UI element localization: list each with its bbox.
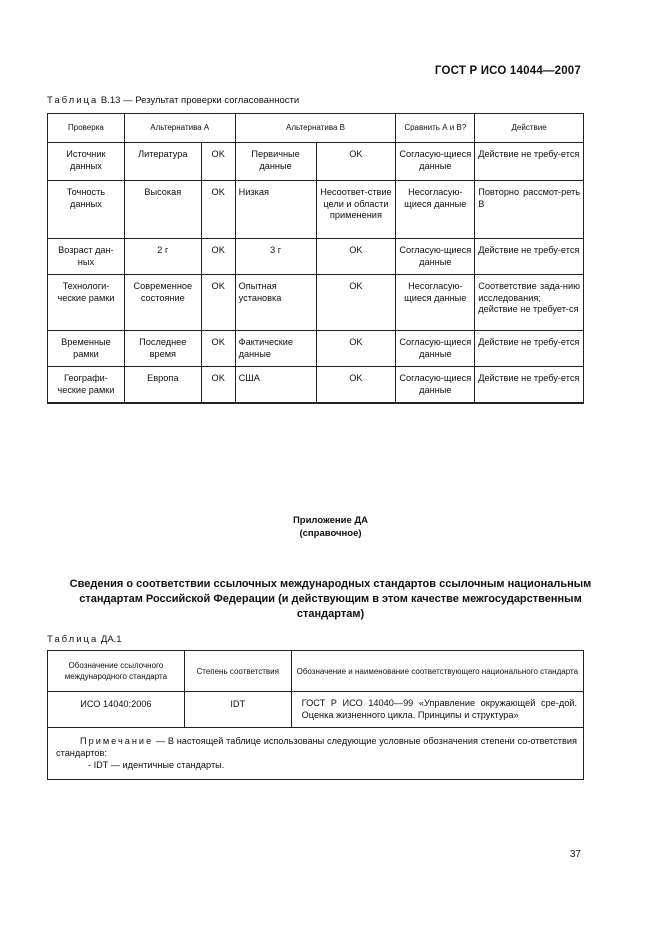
table-row [48, 239, 584, 275]
column-header: Обозначение ссылочного международного стандарта [48, 651, 185, 692]
table-cell: Временные рамки [48, 331, 125, 367]
table-cell: Фактические данные [235, 331, 316, 367]
table-note-row [48, 728, 584, 780]
table-row [48, 367, 584, 404]
table-cell: Европа [124, 367, 201, 404]
note-item: - IDT — идентичные стандарты. [88, 760, 225, 770]
table-cell: Несогласую-щиеся данные [396, 275, 475, 331]
table-cell: OK [201, 239, 235, 275]
table-cell: Современное состояние [124, 275, 201, 331]
page-number: 37 [569, 849, 581, 860]
table-cell: OK [201, 275, 235, 331]
appendix-subtitle: (справочное) [299, 528, 362, 539]
caption-text: В.13 — Результат проверки согласованности [98, 95, 300, 106]
table-note [48, 728, 584, 780]
table-b13-caption [47, 95, 299, 106]
table-cell: Несоответ-ствие цели и области применения [316, 181, 396, 239]
column-header: Альтернатива А [124, 114, 235, 143]
table-cell: Низкая [235, 181, 316, 239]
table-cell: Действие не требу-ется [475, 239, 584, 275]
table-cell: ГОСТ Р ИСО 14040—99 «Управление окружающей сре-дой. Оценка жизненного цикла. Принципы и структура» [291, 692, 583, 728]
column-header: Альтернатива В [235, 114, 396, 143]
caption-label: Таблица [47, 95, 99, 106]
table-cell: Технологи-ческие рамки [48, 275, 125, 331]
table-cell: Последнее время [124, 331, 201, 367]
table-cell: IDT [184, 692, 291, 728]
column-header: Сравнить А и В? [396, 114, 475, 143]
table-cell: Согласую-щиеся данные [396, 331, 475, 367]
table-row [48, 692, 584, 728]
table-cell: OK [316, 331, 396, 367]
table-cell: 3 г [235, 239, 316, 275]
table-cell: Согласую-щиеся данные [396, 367, 475, 404]
table-da1-caption [47, 634, 122, 645]
table-cell: OK [316, 275, 396, 331]
note-label: Примечание [80, 736, 154, 746]
table-row [48, 275, 584, 331]
table-cell: Высокая [124, 181, 201, 239]
table-header-row [48, 114, 584, 143]
column-header: Проверка [48, 114, 125, 143]
table-cell: Действие не требу-ется [475, 331, 584, 367]
caption-text: ДА.1 [98, 634, 122, 645]
column-header: Действие [475, 114, 584, 143]
column-header: Степень соответствия [184, 651, 291, 692]
table-cell: OK [316, 367, 396, 404]
table-cell: OK [201, 143, 235, 181]
table-cell: Согласую-щиеся данные [396, 239, 475, 275]
table-cell: Повторно рассмот-реть В [475, 181, 584, 239]
table-cell: OK [201, 331, 235, 367]
table-cell: OK [201, 367, 235, 404]
table-cell: OK [316, 143, 396, 181]
table-cell: Согласую-щиеся данные [396, 143, 475, 181]
table-cell: OK [201, 181, 235, 239]
table-cell: Опытная установка [235, 275, 316, 331]
table-row [48, 143, 584, 181]
table-row [48, 181, 584, 239]
table-cell: OK [316, 239, 396, 275]
document-header: ГОСТ Р ИСО 14044—2007 [434, 65, 581, 77]
table-cell: 2 г [124, 239, 201, 275]
column-header: Обозначение и наименование соответствующего национального стандарта [291, 651, 583, 692]
table-cell: ИСО 14040:2006 [48, 692, 185, 728]
table-cell: США [235, 367, 316, 404]
table-cell: Первичные данные [235, 143, 316, 181]
table-cell: Действие не требу-ется [475, 367, 584, 404]
table-cell: Возраст дан-ных [48, 239, 125, 275]
table-header-row [48, 651, 584, 692]
caption-label: Таблица [47, 634, 99, 645]
table-cell: Источник данных [48, 143, 125, 181]
table-cell: Географи-ческие рамки [48, 367, 125, 404]
table-row [48, 331, 584, 367]
table-cell: Точность данных [48, 181, 125, 239]
appendix-title: Приложение ДА [292, 515, 369, 526]
table-cell: Действие не требу-ется [475, 143, 584, 181]
table-cell: Соответствие зада-нию исследования; действие не требует-ся [475, 275, 584, 331]
appendix-heading: Сведения о соответствии ссылочных международных стандартов ссылочным национальным стандартам Российской Федерации (и действующим в этом качестве межгосударственным стандартам) [69, 578, 592, 620]
table-cell: Несогласую-щиеся данные [396, 181, 475, 239]
note-text: — В настоящей таблице использованы следующие условные обозначения степени со-ответствия стандартов: [56, 736, 577, 758]
note-paragraph [56, 735, 577, 759]
table-cell: Литература [124, 143, 201, 181]
standards-correspondence-table [47, 650, 584, 780]
consistency-check-table [47, 113, 584, 404]
